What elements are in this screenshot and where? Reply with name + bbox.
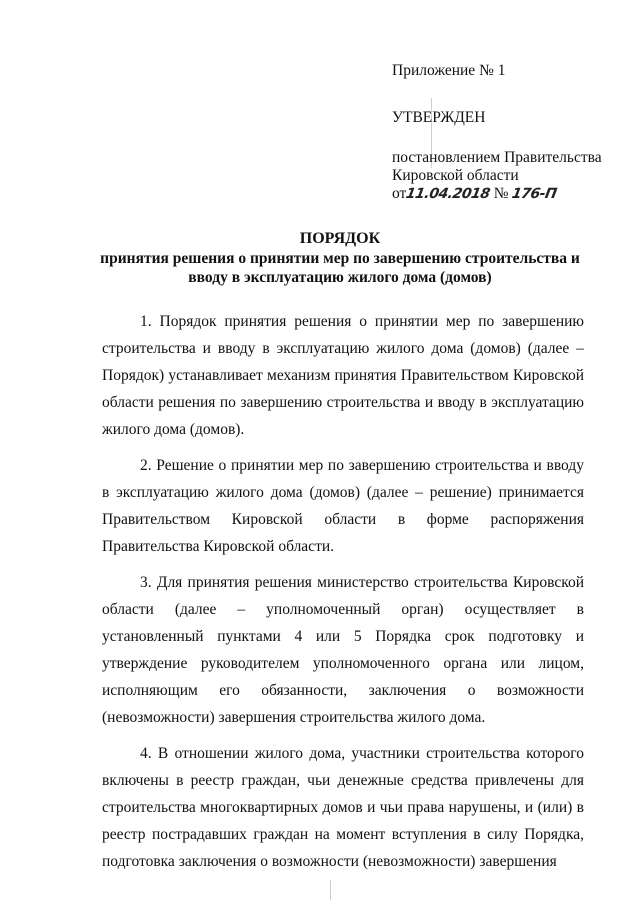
title-subtitle-line-2: вводу в эксплуатацию жилого дома (домов) [188, 269, 492, 286]
paragraph-3: 3. Для принятия решения министерство строительства Кировской области (далее – уполномоченный орган) осуществляет в установленный пунктами 4 или 5 Порядка срок подготовку и утверждение руководителем уполномоченного органа или лицом, исполняющим его обязанности, заключения о возможности (невозможности) завершения строительства жилого дома. [102, 574, 584, 726]
decree-date-number [392, 185, 632, 203]
number-prefix: № [493, 185, 509, 202]
date-prefix: от [392, 185, 407, 202]
paragraph-1: 1. Порядок принятия решения о принятии мер по завершению строительства и вводу в эксплуатацию жилого дома (домов) (далее – Порядок) устанавливает механизм принятия Правительством Кировской области решения по завершению строительства и вводу в эксплуатацию жилого дома (домов). [102, 313, 584, 438]
appendix-label: Приложение № 1 [392, 62, 506, 79]
approval-block [392, 62, 632, 203]
paragraph-4: 4. В отношении жилого дома, участники строительства которого включены в реестр граждан, чьи денежные средства привлечены для строительства многоквартирных домов и чьи права нарушены, и (или) в реестр пострадавших граждан на момент вступления в силу Порядка, подготовка заключения о возможности (невозможности) завершения [102, 745, 584, 870]
document-body [102, 308, 584, 884]
document-title [60, 229, 620, 287]
decree-reference [392, 149, 632, 203]
decree-line-1: постановлением Правительства [392, 149, 602, 166]
decree-line-2: Кировской области [392, 167, 519, 184]
paragraph-2: 2. Решение о принятии мер по завершению строительства и вводу в эксплуатацию жилого дома (домов) (далее – решение) принимается Правительством Кировской области в форме распоряжения Правительства Кировской области. [102, 457, 584, 555]
approved-label: УТВЕРЖДЕН [392, 109, 486, 126]
title-main: ПОРЯДОК [299, 230, 381, 247]
handwritten-date: 11.04.2018 [404, 186, 492, 202]
handwritten-number: 176-П [511, 186, 559, 202]
title-subtitle-line-1: принятия решения о принятии мер по завершению строительства и [100, 250, 580, 267]
